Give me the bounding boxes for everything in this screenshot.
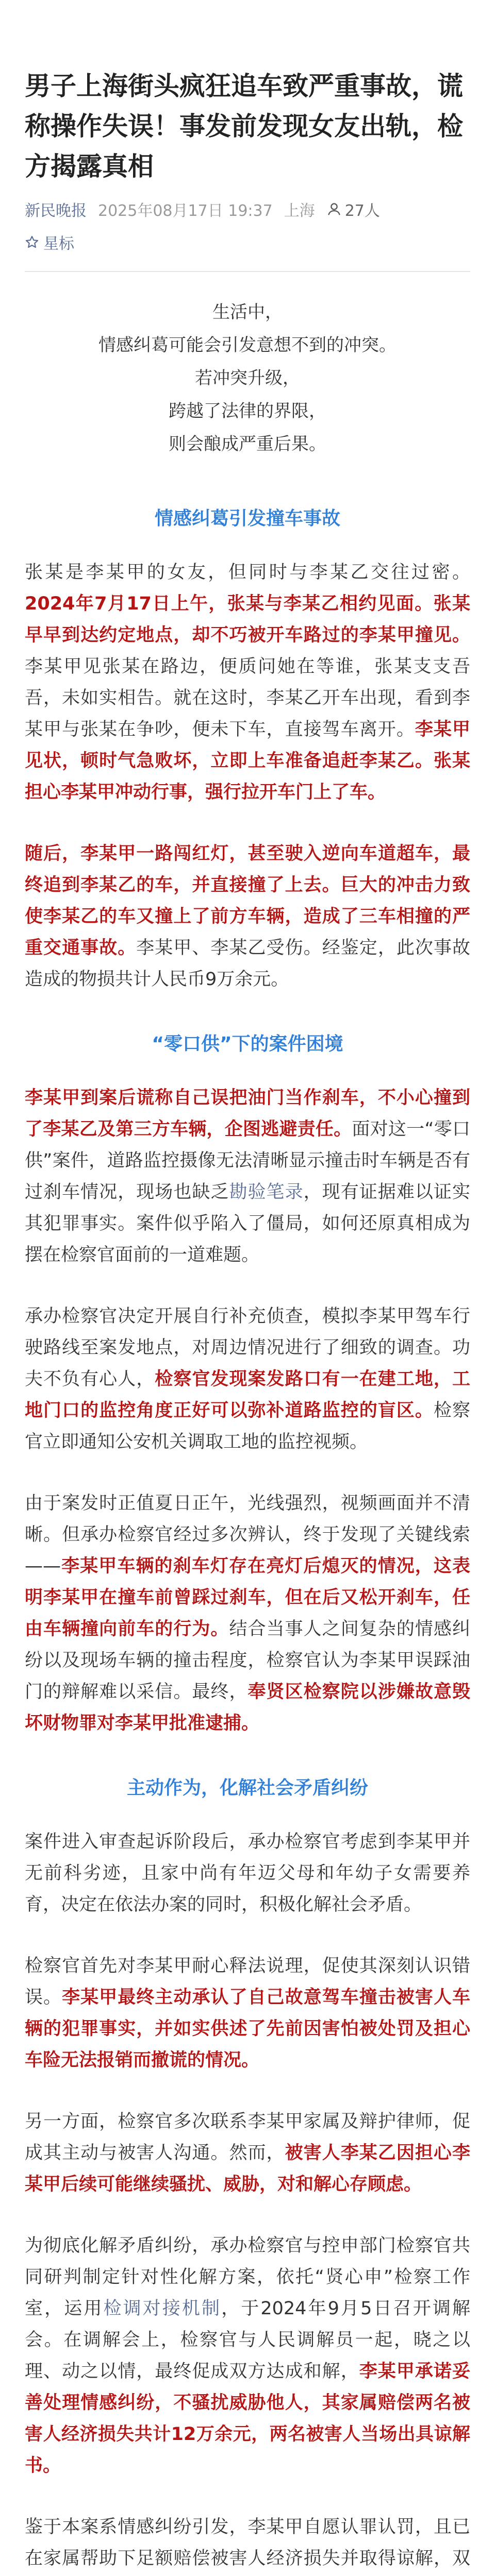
highlight-text: 李某甲车辆的刹车灯存在亮灯后熄灭的情况，这表明李某甲在撞车前曾踩过刹车，但在后又松开刹车，任由车辆撞向前车的行为。 bbox=[25, 1556, 470, 1639]
text-run: 李某甲、李某乙受伤。经鉴定，此次事故造成的物损共计人民币9万余元。 bbox=[25, 938, 470, 990]
section-title-conflict: 情感纠葛引发撞车事故 bbox=[154, 508, 340, 529]
poem-line: 则会酿成严重后果。 bbox=[169, 434, 326, 454]
paragraph bbox=[25, 1301, 470, 1458]
star-icon bbox=[25, 235, 39, 249]
highlight-text: 奉贤区检察院以涉嫌故意毁坏财物罪对李某甲批准逮捕。 bbox=[25, 1682, 470, 1734]
highlight-text: 李某甲见状，顿时气急败坏，立即上车准备追赶李某乙。张某担心李某甲冲动行事，强行拉开车门上了车。 bbox=[25, 719, 470, 803]
header-divider bbox=[25, 271, 470, 272]
like-count[interactable] bbox=[326, 198, 380, 221]
highlight-text: 李某甲承诺妥善处理情感纠纷，不骚扰威胁他人，其家属赔偿两名被害人经济损失共计12万余元，两名被害人当场出具谅解书。 bbox=[25, 2361, 470, 2476]
highlight-text: 检察官发现案发路口有一在建工地，工地门口的监控角度正好可以弥补道路监控的盲区。 bbox=[25, 1369, 470, 1421]
paragraph bbox=[25, 1488, 470, 1739]
paragraph bbox=[25, 1082, 470, 1271]
poem-line: 情感纠葛可能会引发意想不到的冲突。 bbox=[98, 335, 397, 355]
publish-location: 上海 bbox=[284, 202, 315, 220]
publish-date: 2025年08月17日 19:37 bbox=[98, 202, 273, 220]
text-run: 检察官首先对李某甲耐心释法说理，促使其深刻认识错误。 bbox=[25, 1956, 470, 2008]
highlight-text: 李某甲最终主动承认了自己故意驾车撞击被害人车辆的犯罪事实，并如实供述了先前因害怕被处罚及担心车险无法报销而撤谎的情况。 bbox=[25, 1987, 470, 2071]
star-label: 星标 bbox=[43, 235, 74, 253]
highlight-text: 李某甲到案后谎称自己误把油门当作刹车，不小心撞到了李某乙及第三方车辆，企图逃避责任。 bbox=[25, 1088, 470, 1140]
paragraph bbox=[25, 557, 470, 808]
text-run: 面对这一“零口供”案件，道路监控摄像无法清晰显示撞击时车辆是否有过刹车情况，现场也缺乏 bbox=[25, 1119, 470, 1202]
keyword-link[interactable]: 勘验笔录 bbox=[229, 1182, 304, 1202]
text-run: 结合当事人之间复杂的情感纠纷以及现场车辆的撞击程度，检察官认为李某甲误踩油门的辩解难以采信。最终， bbox=[25, 1619, 470, 1702]
paragraph bbox=[25, 1826, 470, 1921]
poem-line: 若冲突升级， bbox=[195, 368, 300, 388]
text-run: 承办检察官决定开展自行补充侦查，模拟李某甲驾车行驶路线至案发地点，对周边情况进行了细致的调查。功夫不负有心人， bbox=[25, 1306, 470, 1389]
text-run: 鉴于本案系情感纠纷引发，李某甲自愿认罪认罚，且已在家属帮助下足额赔偿被害人经济损失并取得谅解，双 bbox=[25, 2517, 470, 2569]
text-run: 检察官立即通知公安机关调取工地的监控视频。 bbox=[25, 1400, 470, 1452]
text-run: 案件进入审查起诉阶段后，承办检察官考虑到李某甲并无前科劣迹，且家中尚有年迈父母和年幼子女需要养育，决定在依法办案的同时，积极化解社会矛盾。 bbox=[25, 1832, 470, 1915]
article-title: 男子上海街头疯狂追车致严重事故，谎称操作失误！事发前发现女友出轨，检方揭露真相 bbox=[25, 71, 463, 181]
highlight-text: 随后，李某甲一路闯红灯，甚至驶入逆向车道超车，最终追到李某乙的车，并直接撞了上去。巨大的冲击力致使李某乙的车又撞上了前方车辆，造成了三车相撞的严重交通事故。 bbox=[25, 843, 470, 958]
highlight-text: 2024年7月17日上午，张某与李某乙相约见面。张某早早到达约定地点，却不巧被开车路过的李某甲撞见。 bbox=[25, 594, 470, 646]
paragraph bbox=[25, 1951, 470, 2076]
text-run: 李某甲见张某在路边，便质问她在等谁，张某支支吾吾，未如实相告。就在这时，李某乙开车出现，看到李某甲与张某在争吵，便未下车，直接驾车离开。 bbox=[25, 656, 470, 740]
star-button[interactable] bbox=[25, 231, 470, 253]
text-run: 为彻底化解矛盾纠纷，承办检察官与控申部门检察官共同研判制定针对性化解方案，依托“贤心申”检察工作室，运用 bbox=[25, 2235, 470, 2319]
user-icon bbox=[326, 201, 342, 217]
intro-poem bbox=[25, 296, 470, 461]
paragraph bbox=[25, 2106, 470, 2200]
paragraph bbox=[25, 2230, 470, 2482]
section-title-mediation: 主动作为，化解社会矛盾纠纷 bbox=[126, 1777, 368, 1799]
highlight-text: 被害人李某乙因担心李某甲后续可能继续骚扰、威胁，对和解心存顾虑。 bbox=[25, 2143, 470, 2195]
poem-line: 跨越了法律的界限， bbox=[169, 401, 326, 421]
paragraph bbox=[25, 838, 470, 995]
source-name[interactable]: 新民晚报 bbox=[25, 202, 87, 220]
article-meta bbox=[25, 198, 470, 221]
text-run: 由于案发时正值夏日正午，光线强烈，视频画面并不清晰。但承办检察官经过多次辨认，终于发现了关键线索—— bbox=[25, 1493, 470, 1577]
text-run: ，现有证据难以证实其犯罪事实。案件似乎陷入了僵局，如何还原真相成为摆在检察官面前的一道难题。 bbox=[25, 1182, 470, 1265]
paragraph bbox=[25, 2512, 470, 2576]
text-run: ，于2024年9月5日召开调解会。在调解会上，检察官与人民调解员一起，晓之以理、动之以情，最终促成双方达成和解， bbox=[25, 2298, 470, 2382]
like-count-value: 27人 bbox=[344, 202, 380, 220]
text-run: 另一方面，检察官多次联系李某甲家属及辩护律师，促成其主动与被害人沟通。然而， bbox=[25, 2111, 470, 2163]
keyword-link[interactable]: 检调对接机制 bbox=[103, 2298, 222, 2319]
text-run: 张某是李某甲的女友，但同时与李某乙交往过密。 bbox=[25, 562, 470, 583]
poem-line: 生活中， bbox=[212, 302, 283, 323]
section-title-zero-confession: “零口供”下的案件困境 bbox=[152, 1033, 343, 1055]
